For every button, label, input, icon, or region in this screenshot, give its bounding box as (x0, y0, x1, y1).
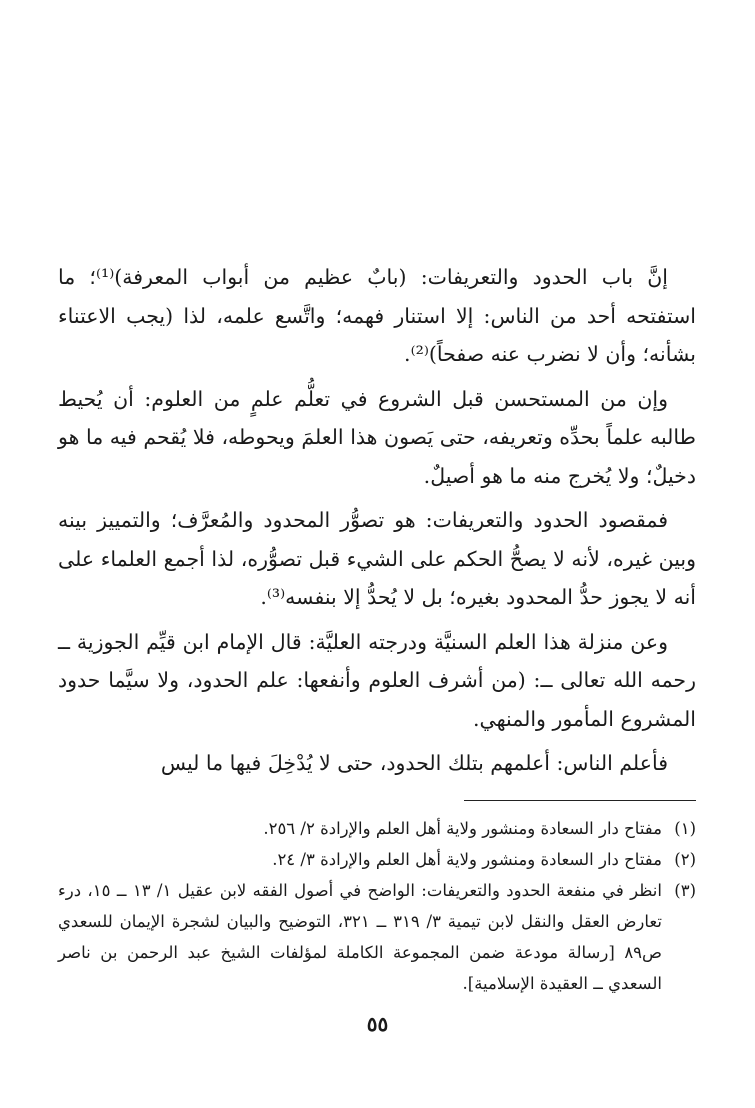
page-number: ٥٥ (366, 1012, 389, 1036)
paragraph-1: إنَّ باب الحدود والتعريفات: (بابٌ عظيم من أبواب المعرفة)⁽¹⁾؛ ما استفتحه أحد من الناس: إلا استنار فهمه؛ واتَّسع علمه، لذا (يجب الاعتناء بشأنه؛ وأن لا نضرب عنه صفحاً)⁽²⁾. (58, 265, 696, 366)
page-body (58, 258, 696, 999)
footnote-mark: (١) (674, 818, 696, 838)
footnote-mark: (٣) (674, 880, 696, 900)
footnotes-list (58, 813, 696, 999)
footnote-item (58, 813, 696, 844)
paragraph-5: فأعلم الناس: أعلمهم بتلك الحدود، حتى لا يُدْخِلَ فيها ما ليس (160, 751, 668, 775)
footnote-mark: (٢) (674, 849, 696, 869)
paragraph-2: وإن من المستحسن قبل الشروع في تعلُّم علمٍ من العلوم: أن يُحيط طالبه علماً بحدِّه وتعريفه، حتى يَصون هذا العلمَ ويحوطه، فلا يُقحم فيه ما هو دخيلٌ؛ ولا يُخرج منه ما هو أصيلٌ. (58, 386, 696, 488)
footnote-text: مفتاح دار السعادة ومنشور ولاية أهل العلم والإرادة ٣/ ٢٤. (272, 849, 662, 869)
footnote-item (58, 844, 696, 875)
paragraph-3: فمقصود الحدود والتعريفات: هو تصوُّر المحدود والمُعرَّف؛ والتمييز بينه وبين غيره، لأنه لا يصحُّ الحكم على الشيء قبل تصوُّره، لذا أجمع العلماء على أنه لا يجوز حدُّ المحدود بغيره؛ بل لا يُحدُّ إلا بنفسه⁽³⁾. (58, 508, 696, 609)
paragraph-4: وعن منزلة هذا العلم السنيَّة ودرجته العليَّة: قال الإمام ابن قيِّم الجوزية ــ رحمه الله تعالى ــ: (من أشرف العلوم وأنفعها: علم الحدود، ولا سيَّما حدود المشروع المأمور والمنهي. (58, 629, 696, 731)
footnote-text: مفتاح دار السعادة ومنشور ولاية أهل العلم والإرادة ٢/ ٢٥٦. (263, 818, 662, 838)
footnote-text: انظر في منفعة الحدود والتعريفات: الواضح في أصول الفقه لابن عقيل ١/ ١٣ ــ ١٥، درء تعارض العقل والنقل لابن تيمية ٣/ ٣١٩ ــ ٣٢١، التوضيح والبيان لشجرة الإيمان للسعدي ص٨٩ [رسالة مودعة ضمن المجموعة الكاملة لمؤلفات الشيخ عبد الرحمن بن ناصر السعدي ــ العقيدة الإسلامية]. (58, 880, 662, 993)
footnote-divider (464, 800, 696, 801)
footnote-item (58, 875, 696, 999)
